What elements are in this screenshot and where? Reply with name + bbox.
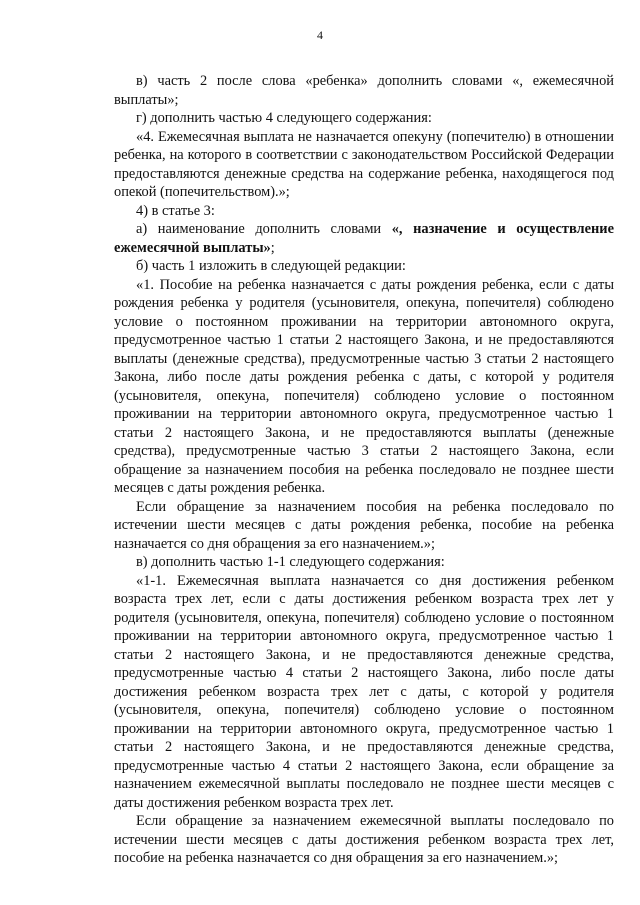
paragraph-quote-part-1-1: «1-1. Ежемесячная выплата назначается со дня достижения ребенком возраста трех лет, если с даты достижения ребенком возраста трех лет у родителя (усыновителя, опекуна, попечителя) соблюдено условие о постоянном проживании на территории автономного округа, предусмотренное частью 1 статьи 2 настоящего Закона, и не предоставляются денежные средства, предусмотренные частью 4 статьи 2 настоящего Закона, либо после даты достижения ребенком возраста трех лет с даты, с которой у родителя (усыновителя, опекуна, попечителя) соблюдено условие о постоянном проживании на территории автономного округа, предусмотренное частью 1 статьи 2 настоящего Закона, и не предоставляются денежные средства, предусмотренные частью 4 статьи 2 настоящего Закона, если обращение за назначением ежемесячной выплаты последовало не позднее шести месяцев с даты достижения ребенком возраста трех лет. — [114, 572, 614, 811]
paragraph-a-text: а) наименование дополнить словами — [136, 221, 392, 237]
paragraph-v-part-1-1: в) дополнить частью 1-1 следующего содержания: — [136, 554, 445, 570]
document-body — [114, 72, 614, 868]
page-number: 4 — [317, 28, 323, 42]
paragraph-g-part-4: г) дополнить частью 4 следующего содержания: — [136, 110, 432, 126]
paragraph-a-suffix: ; — [270, 239, 275, 256]
paragraph-a-title — [114, 220, 614, 257]
paragraph-v-part-2: в) часть 2 после слова «ребенка» дополнить словами «, ежемесячной выплаты»; — [114, 73, 614, 108]
paragraph-quote-part-4: «4. Ежемесячная выплата не назначается опекуну (попечителю) в отношении ребенка, на которого в соответствии с законодательством Российской Федерации предоставляются денежные средства на содержание ребенка, находящегося под опекой (попечительством).»; — [114, 128, 614, 200]
paragraph-article-3: 4) в статье 3: — [136, 202, 215, 219]
paragraph-quote-part-1: «1. Пособие на ребенка назначается с даты рождения ребенка, если с даты рождения ребенка у родителя (усыновителя, опекуна, попечителя) соблюдено условие о постоянном проживании на территории автономного округа, предусмотренное частью 1 статьи 2 настоящего Закона, и не предоставляются выплаты (денежные средства), предусмотренные частью 3 статьи 2 настоящего Закона, либо после даты рождения ребенка с даты, с которой у родителя (усыновителя, опекуна, попечителя) соблюдено условие о постоянном проживании на территории автономного округа, предусмотренное частью 1 статьи 2 настоящего Закона, и не предоставляются выплаты (денежные средства), предусмотренные частью 3 статьи 2 настоящего Закона, если обращение за назначением пособия на ребенка последовало не позднее шести месяцев с даты рождения ребенка. — [114, 276, 614, 496]
paragraph-a-bold-phrase: «, назначение и осуществление ежемесячной выплаты» — [114, 221, 614, 256]
paragraph-part-1-continuation: Если обращение за назначением пособия на ребенка последовало по истечении шести месяцев с даты рождения ребенка, пособие на ребенка назначается со дня обращения за его назначением.»; — [114, 498, 614, 552]
paragraph-part-1-1-continuation: Если обращение за назначением ежемесячной выплаты последовало по истечении шести месяцев с даты достижения ребенком возраста трех лет, пособие на ребенка назначается со дня обращения за его назначением.»; — [114, 813, 614, 866]
paragraph-b-part-1: б) часть 1 изложить в следующей редакции: — [136, 258, 406, 274]
